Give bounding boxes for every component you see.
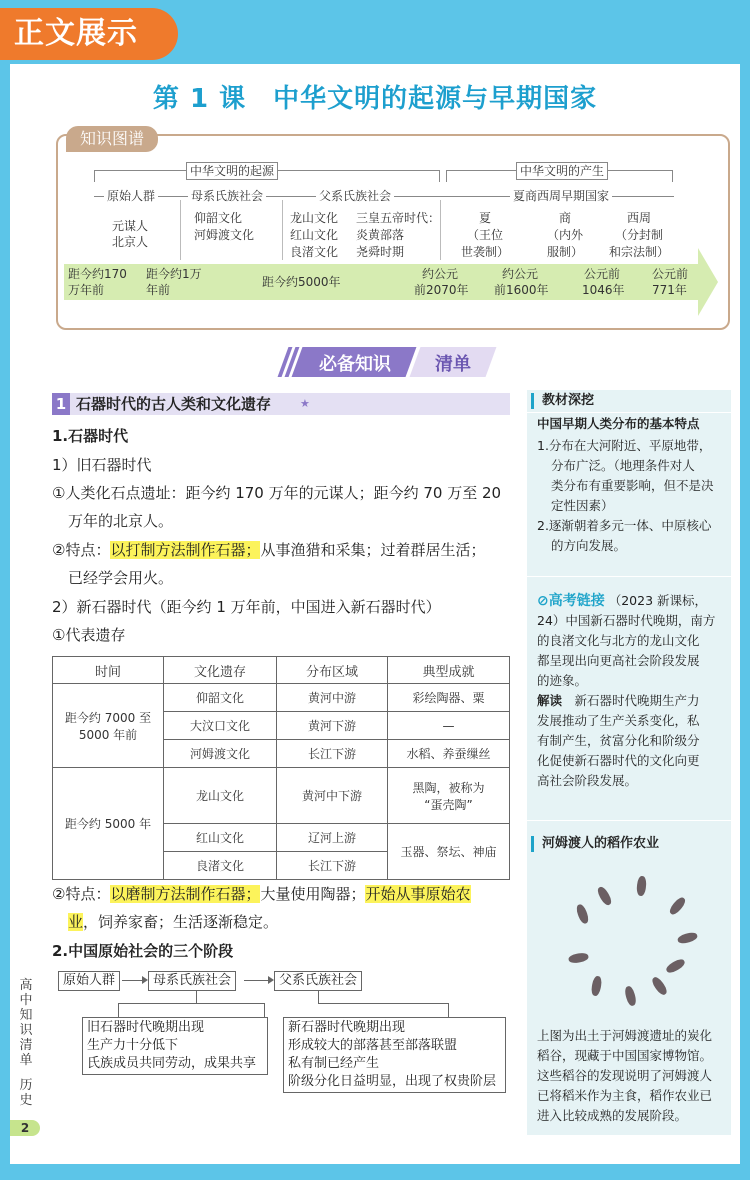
map-group-origin: 中华文明的起源 — [186, 162, 278, 180]
table-header: 典型成就 — [388, 657, 510, 684]
table-cell: — — [388, 712, 510, 740]
side-char: 清 — [19, 1038, 33, 1053]
paragraph: 1）旧石器时代 — [52, 456, 152, 474]
paragraph: 已经学会用火。 — [68, 569, 174, 587]
interpretation-label: 解读 — [537, 693, 563, 708]
side-char: 高 — [19, 978, 33, 993]
knowledge-map-tag: 知识图谱 — [66, 126, 158, 152]
detail-line: 生产力十分低下 — [87, 1038, 179, 1053]
connector-line — [318, 991, 319, 1003]
timeline-label: 公元前 — [652, 267, 689, 281]
table-cell: 辽河上游 — [277, 824, 388, 852]
map-divider — [440, 200, 441, 260]
section-number: 1 — [52, 393, 70, 415]
map-stage-4: 夏商西周早期国家 — [510, 188, 612, 204]
table-cell: 仰韶文化 — [164, 684, 277, 712]
map-site: 龙山文化 — [290, 211, 339, 225]
caption-line: 这些稻谷的发现说明了河姆渡人 — [537, 1068, 713, 1083]
point-line: 2.逐渐朝着多元一体、中原核心 — [537, 518, 712, 533]
map-site: 红山文化 — [290, 228, 339, 242]
map-site: 元谋人 — [112, 219, 149, 233]
timeline-label: 1046年 — [582, 283, 625, 297]
table-cell: 河姆渡文化 — [164, 740, 277, 768]
interpretation-text: 有制产生，贫富分化和阶级分 — [537, 733, 700, 748]
map-bracket-line — [672, 170, 673, 182]
caption-line: 稻谷，现藏于中国国家博物馆。 — [537, 1048, 713, 1063]
highlighted-text: 业 — [68, 913, 84, 931]
caption-line: 进入比较成熟的发展阶段。 — [537, 1108, 688, 1123]
divider — [527, 576, 731, 577]
side-gap — [18, 1068, 34, 1078]
highlighted-text: 以打制方法制作石器； — [110, 541, 261, 559]
table-cell: 黄河中游 — [277, 684, 388, 712]
map-site: 良渚文化 — [290, 245, 339, 259]
exam-text: 的良渚文化与北方的龙山文化 — [537, 633, 700, 648]
map-divider — [282, 200, 283, 260]
cell-line: 距今约 7000 至 — [64, 710, 152, 725]
stage-box: 母系氏族社会 — [148, 971, 236, 991]
point-line: 的方向发展。 — [551, 538, 627, 553]
timeline-label: 距今约5000年 — [262, 275, 341, 289]
caption-line: 上图为出土于河姆渡遗址的炭化 — [537, 1028, 713, 1043]
exam-link-label: 高考链接 — [548, 593, 605, 609]
map-dynasty-xia: （王位 — [466, 228, 503, 242]
connector-line — [264, 1003, 265, 1017]
table-cell: 长江下游 — [277, 740, 388, 768]
paragraph: 万年的北京人。 — [68, 512, 174, 530]
table-cell: 距今约 5000 年 — [53, 768, 164, 880]
connector-line — [118, 1003, 264, 1004]
cell-line: 黑陶，被称为 — [412, 780, 485, 795]
sidebar-point — [537, 436, 727, 556]
map-site: 三皇五帝时代： — [356, 211, 441, 225]
side-label — [18, 978, 34, 1108]
divider — [527, 412, 731, 413]
timeline-arrow-head — [698, 248, 718, 316]
table-cell: 黄河下游 — [277, 712, 388, 740]
timeline-label: 年前 — [146, 283, 171, 297]
timeline-label: 前1600年 — [494, 283, 549, 297]
table-header: 分布区域 — [277, 657, 388, 684]
side-char: 历 — [19, 1078, 33, 1093]
stage-box: 父系氏族社会 — [274, 971, 362, 991]
side-char: 史 — [19, 1093, 33, 1108]
connector-line — [196, 991, 197, 1003]
table-cell: 水稻、养蚕缫丝 — [388, 740, 510, 768]
map-group-emergence: 中华文明的产生 — [516, 162, 608, 180]
exam-text: 都呈现出向更高社会阶段发展 — [537, 653, 700, 668]
link-icon: ⊘ — [537, 593, 549, 609]
table-header: 时间 — [53, 657, 164, 684]
connector-line — [318, 1003, 448, 1004]
text-span: 从事渔猎和采集；过着群居生活； — [260, 541, 486, 559]
map-bracket-line — [446, 170, 447, 182]
paragraph — [52, 540, 485, 560]
side-char: 知 — [19, 1008, 33, 1023]
subheading: 1.石器时代 — [52, 427, 129, 445]
text-span: ②特点： — [52, 541, 111, 559]
paragraph: ①人类化石点遗址：距今约 170 万年的元谋人；距今约 70 万至 20 — [52, 484, 502, 502]
timeline-label: 前2070年 — [414, 283, 469, 297]
timeline-label: 约公元 — [422, 267, 459, 281]
map-dynasty-xia: 夏 — [478, 211, 491, 225]
table-cell — [388, 768, 510, 824]
map-bracket-line — [439, 170, 440, 182]
map-stage-1: 原始人群 — [104, 188, 158, 204]
table-cell: 良渚文化 — [164, 852, 277, 880]
sidebar-subheading: 中国早期人类分布的基本特点 — [537, 416, 700, 431]
text-span: ②特点： — [52, 885, 111, 903]
banner-part2: 清单 — [435, 354, 471, 375]
map-dynasty-shang: （内外 — [546, 228, 583, 242]
side-char: 单 — [19, 1053, 33, 1068]
exam-text: 的迹象。 — [537, 673, 588, 688]
timeline-label: 公元前 — [584, 267, 621, 281]
map-stage-3: 父系氏族社会 — [316, 188, 394, 204]
stage-detail-box — [283, 1017, 506, 1093]
timeline-label: 距今约170 — [68, 267, 127, 281]
map-divider — [180, 200, 181, 260]
section-banner — [283, 347, 493, 377]
sidebar-heading: 河姆渡人的稻作农业 — [531, 836, 659, 852]
cell-line: 5000 年前 — [78, 727, 138, 742]
connector-line — [118, 1003, 119, 1017]
interpretation-text: 化促使新石器时代的文化向更 — [537, 753, 700, 768]
exam-link — [537, 591, 727, 791]
map-bracket-line — [94, 170, 95, 182]
sidebar-heading: 教材深挖 — [531, 393, 594, 409]
section-title: 石器时代的古人类和文化遗存 — [76, 395, 272, 413]
highlighted-text: 以磨制方法制作石器； — [110, 885, 261, 903]
detail-line: 旧石器时代晚期出现 — [87, 1020, 205, 1035]
page-number: 2 — [10, 1120, 40, 1136]
map-stage-2: 母系氏族社会 — [188, 188, 266, 204]
corner-tag: 正文展示 — [0, 8, 178, 60]
paragraph — [68, 912, 278, 932]
map-dynasty-shang: 商 — [558, 211, 571, 225]
text-span: ，饲养家畜；生活逐渐稳定。 — [83, 913, 279, 931]
detail-line: 氏族成员共同劳动，成果共享 — [87, 1056, 257, 1071]
lesson-title: 第 1 课 中华文明的起源与早期国家 — [152, 84, 598, 114]
table-cell: 彩绘陶器、粟 — [388, 684, 510, 712]
highlighted-text: 开始从事原始农 — [365, 885, 471, 903]
point-line: 1.分布在大河附近、平原地带， — [537, 438, 712, 453]
table-cell: 龙山文化 — [164, 768, 277, 824]
timeline-label: 约公元 — [502, 267, 539, 281]
interpretation-text: 新石器时代晚期生产力 — [574, 693, 700, 708]
stage-detail-box — [82, 1017, 268, 1075]
interpretation-text: 高社会阶段发展。 — [537, 773, 638, 788]
detail-line: 私有制已经产生 — [288, 1056, 380, 1071]
stage-arrow-line — [244, 980, 268, 981]
culture-table — [52, 656, 510, 880]
timeline-label: 万年前 — [68, 283, 105, 297]
point-line: 类分布有重要影响，但不是决 — [551, 478, 714, 493]
detail-line: 新石器时代晚期出现 — [288, 1020, 406, 1035]
caption-line: 已将稻米作为主食，稻作农业已 — [537, 1088, 713, 1103]
divider — [527, 820, 731, 821]
text-span: 大量使用陶器； — [260, 885, 366, 903]
timeline-label: 距今约1万 — [146, 267, 202, 281]
table-cell: 红山文化 — [164, 824, 277, 852]
exam-text: （2023 新课标， — [608, 593, 708, 608]
map-site: 河姆渡文化 — [194, 228, 255, 242]
connector-line — [448, 1003, 449, 1017]
map-site: 尧舜时期 — [356, 245, 405, 259]
map-site: 北京人 — [112, 235, 149, 249]
table-cell: 玉器、祭坛、神庙 — [388, 824, 510, 880]
map-dynasty-xia: 世袭制） — [460, 245, 509, 259]
map-dynasty-zhou: 西周 — [626, 211, 651, 225]
map-dynasty-shang: 服制） — [546, 245, 583, 259]
point-line: 分布广泛。（地理条件对人 — [551, 458, 695, 473]
interpretation-text: 发展推动了生产关系变化，私 — [537, 713, 700, 728]
map-site: 仰韶文化 — [194, 211, 243, 225]
table-cell: 黄河中下游 — [277, 768, 388, 824]
map-dynasty-zhou: （分封制 — [614, 228, 663, 242]
side-char: 识 — [19, 1023, 33, 1038]
timeline-label: 771年 — [652, 283, 687, 297]
point-line: 定性因素） — [551, 498, 614, 513]
paragraph: ①代表遗存 — [52, 626, 126, 644]
table-cell — [53, 684, 164, 768]
banner-part1: 必备知识 — [319, 354, 391, 375]
table-cell: 长江下游 — [277, 852, 388, 880]
subheading: 2.中国原始社会的三个阶段 — [52, 942, 234, 960]
side-char: 中 — [19, 993, 33, 1008]
table-cell: 大汶口文化 — [164, 712, 277, 740]
image-caption — [537, 1026, 727, 1126]
detail-line: 阶级分化日益明显，出现了权贵阶层 — [288, 1074, 497, 1089]
stage-arrow-line — [122, 980, 142, 981]
stage-box: 原始人群 — [58, 971, 120, 991]
map-dynasty-zhou: 和宗法制） — [608, 245, 669, 259]
cell-line: “蛋壳陶” — [424, 797, 473, 812]
table-header: 文化遗存 — [164, 657, 277, 684]
exam-text: 24）中国新石器时代晚期，南方 — [537, 613, 716, 628]
paragraph — [52, 884, 471, 904]
star-icon: ★ — [300, 397, 310, 410]
detail-line: 形成较大的部落甚至部落联盟 — [288, 1038, 458, 1053]
paragraph: 2）新石器时代（距今约 1 万年前，中国进入新石器时代） — [52, 598, 441, 616]
map-site: 炎黄部落 — [356, 228, 405, 242]
